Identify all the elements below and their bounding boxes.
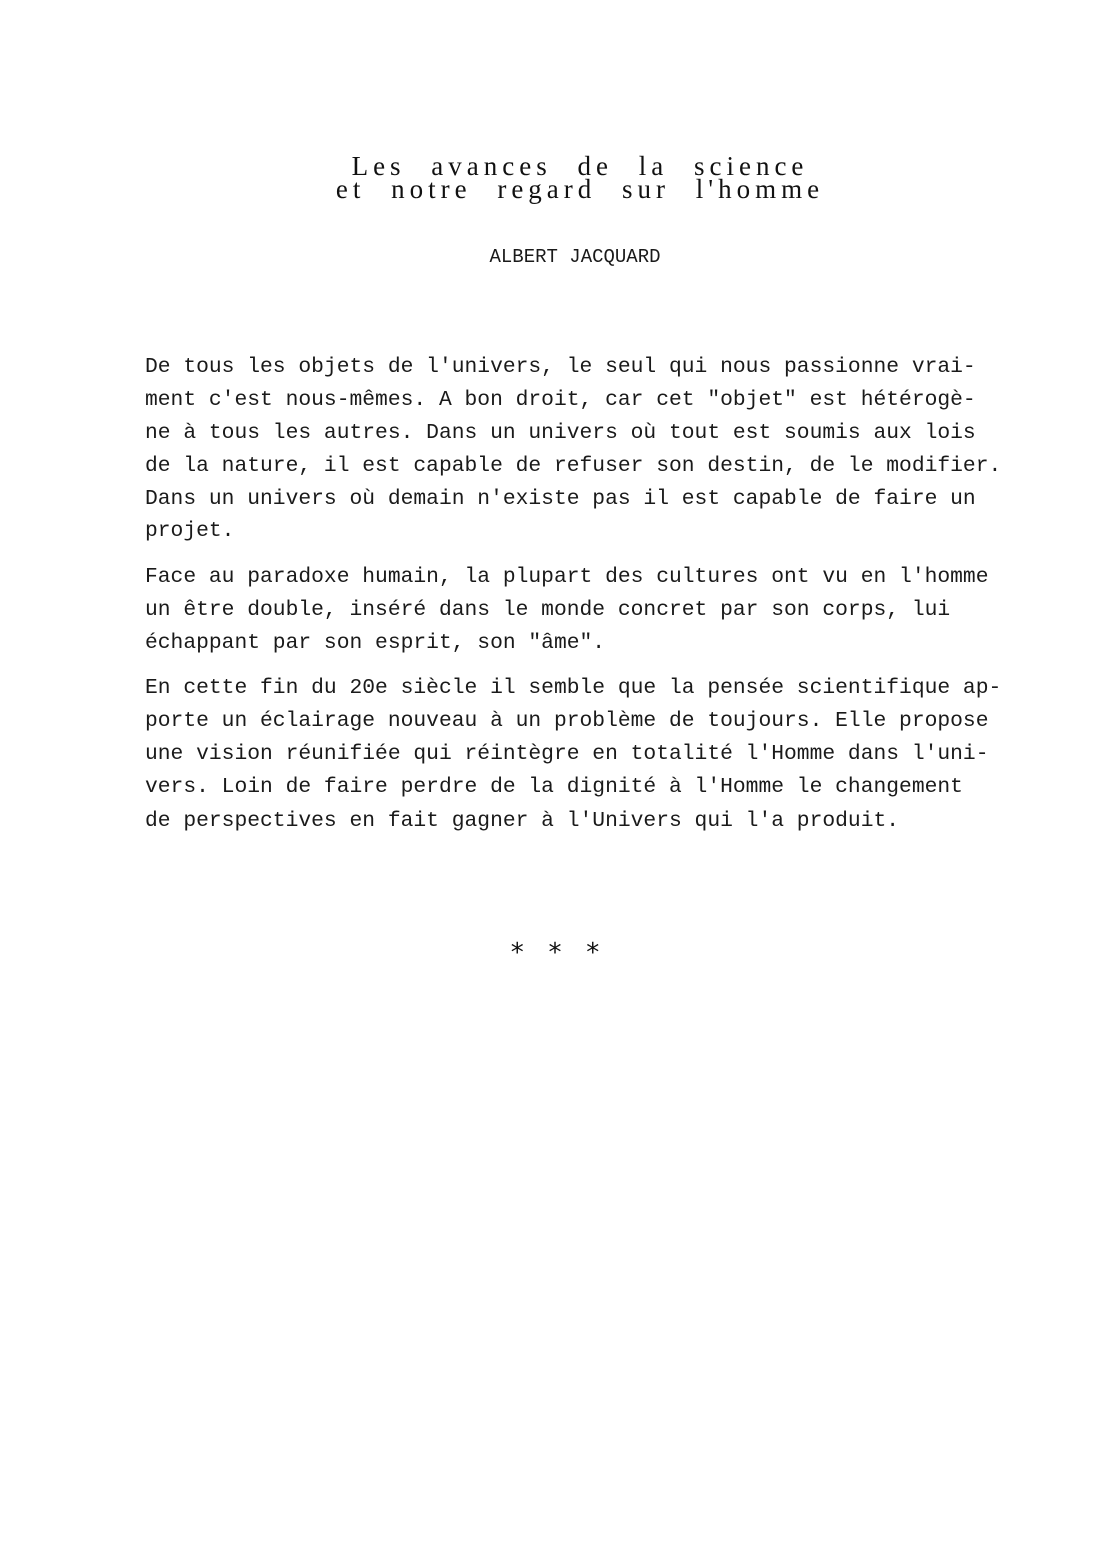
paragraph-1-line: ne à tous les autres. Dans un univers où tout est soumis aux lois — [145, 421, 976, 445]
paragraph-2-line: Face au paradoxe humain, la plupart des cultures ont vu en l'homme — [145, 565, 989, 589]
paragraph-1-line: Dans un univers où demain n'existe pas il est capable de faire un — [145, 487, 976, 511]
paragraph-1-line: de la nature, il est capable de refuser son destin, de le modifier. — [145, 454, 1002, 478]
paragraph-1-line: De tous les objets de l'univers, le seul qui nous passionne vrai- — [145, 355, 976, 379]
section-separator: * * * — [510, 938, 600, 968]
paragraph-1-line: ment c'est nous-mêmes. A bon droit, car cet "objet" est hétérogè- — [145, 388, 976, 412]
author-name: ALBERT JACQUARD — [489, 246, 661, 268]
paragraph-2-line: échappant par son esprit, son "âme". — [145, 631, 606, 655]
paragraph-3-line: une vision réunifiée qui réintègre en totalité l'Homme dans l'uni- — [145, 742, 989, 766]
paragraph-1-line: projet. — [145, 519, 235, 543]
title-line-1: Les avances de la science — [351, 151, 809, 181]
paragraph-3-line: En cette fin du 20e siècle il semble que la pensée scientifique ap- — [145, 676, 1002, 700]
paragraph-3-line: porte un éclairage nouveau à un problème de toujours. Elle propose — [145, 709, 989, 733]
paragraph-2-line: un être double, inséré dans le monde concret par son corps, lui — [145, 598, 951, 622]
paragraph-3-line: vers. Loin de faire perdre de la dignité à l'Homme le changement — [145, 775, 963, 799]
paragraph-3-line: de perspectives en fait gagner à l'Univers qui l'a produit. — [145, 809, 900, 833]
title-line-2: et notre regard sur l'homme — [335, 174, 825, 204]
